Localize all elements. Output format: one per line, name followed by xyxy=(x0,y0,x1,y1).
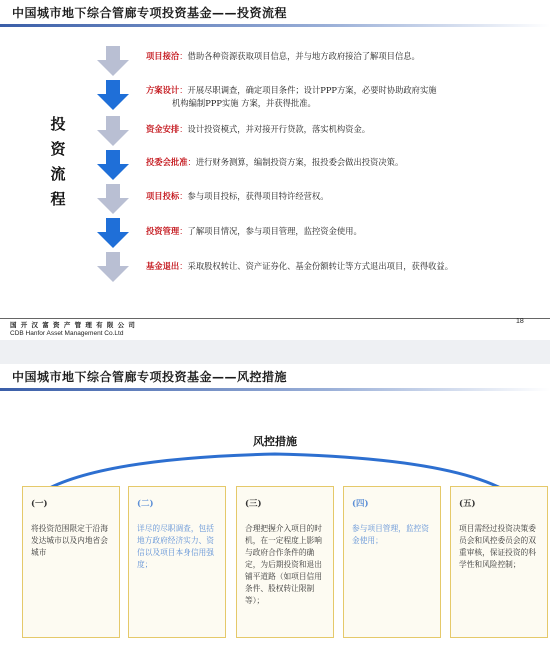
step-label: 资金安排 xyxy=(146,124,180,134)
title-underline xyxy=(0,388,550,391)
step-text: 采取股权转让、资产证券化、基金份额转让等方式退出项目，获得收益。 xyxy=(187,261,454,271)
step-text: 参与项目投标，获得项目特许经营权。 xyxy=(187,191,329,201)
slide-risk-control xyxy=(0,364,550,658)
slide-title: 中国城市地下综合管廊专项投资基金——投资流程 xyxy=(12,6,288,20)
measure-box-1 xyxy=(22,486,120,638)
side-title xyxy=(48,112,68,212)
title-underline xyxy=(0,24,550,27)
down-arrow-icon xyxy=(96,184,130,214)
step-investment-management: 投资管理：了解项目情况，参与项目管理，监控资金使用。 xyxy=(146,226,362,236)
measure-text: 将投资范围限定于沿海发达城市以及内地省会城市 xyxy=(31,524,108,557)
step-plan-design: 方案设计：开展尽职调查，确定项目条件；设计PPP方案，必要时协助政府实施 机构编制PPP实施 方案，并获得批准。 xyxy=(146,85,437,108)
page-number: 18 xyxy=(516,318,524,325)
footer-company-en: CDB Hanfor Asset Management Co.Ltd xyxy=(10,330,124,337)
down-arrow-icon xyxy=(96,252,130,282)
step-fund-exit: 基金退出：采取股权转让、资产证券化、基金份额转让等方式退出项目，获得收益。 xyxy=(146,261,454,271)
step-project-contact: 项目接洽：借助各种资源获取项目信息，并与地方政府接洽了解项目信息。 xyxy=(146,51,420,61)
step-label: 项目投标 xyxy=(146,191,180,201)
measure-text: 项目需经过投资决策委员会和风控委员会的双重审核，保证投资的科学性和风险控制； xyxy=(459,524,536,569)
down-arrow-icon xyxy=(96,150,130,180)
down-arrow-icon xyxy=(96,116,130,146)
step-text-line2: 机构编制PPP实施 方案，并获得批准。 xyxy=(172,98,316,108)
step-bidding: 项目投标：参与项目投标，获得项目特许经营权。 xyxy=(146,191,329,201)
step-text: 开展尽职调查，确定项目条件；设计PPP方案，必要时协助政府实施 xyxy=(187,85,437,95)
measure-number: (四) xyxy=(352,499,369,509)
down-arrow-icon xyxy=(96,218,130,248)
step-funding: 资金安排：设计投资模式，并对接开行贷款，落实机构资金。 xyxy=(146,124,371,134)
measure-number: (五) xyxy=(459,499,476,509)
footer-company-cn: 国 开 汉 富 资 产 管 理 有 限 公 司 xyxy=(10,321,136,329)
down-arrow-icon xyxy=(96,80,130,110)
measure-box-2 xyxy=(128,486,226,638)
step-text: 了解项目情况，参与项目管理，监控资金使用。 xyxy=(187,226,362,236)
step-label: 方案设计 xyxy=(146,85,180,95)
side-title-char: 投 xyxy=(50,115,66,133)
step-text: 借助各种资源获取项目信息，并与地方政府接洽了解项目信息。 xyxy=(187,51,420,61)
measure-number: (三) xyxy=(245,499,262,509)
step-committee-approval: 投委会批准：进行财务测算，编制投资方案，报投委会做出投资决策。 xyxy=(146,157,404,167)
slide-gap xyxy=(0,340,550,364)
slide-title: 中国城市地下综合管廊专项投资基金——风控措施 xyxy=(12,370,288,384)
section-heading: 风控措施 xyxy=(253,435,297,448)
step-label: 项目接洽 xyxy=(146,51,180,61)
footer-divider xyxy=(0,318,550,319)
measure-box-4 xyxy=(343,486,441,638)
step-text: 设计投资模式，并对接开行贷款，落实机构资金。 xyxy=(187,124,371,134)
side-title-char: 程 xyxy=(50,190,66,208)
step-label: 投委会批准 xyxy=(146,157,188,167)
measure-box-3 xyxy=(236,486,334,638)
side-title-char: 资 xyxy=(50,140,66,158)
measure-number: (二) xyxy=(137,499,154,509)
measure-text: 合理把握介入项目的时机，在一定程度上影响与政府合作条件的确定，为后期投资和退出铺平道路（如项目信用条件、股权转让限制等）； xyxy=(245,524,322,605)
step-label: 基金退出 xyxy=(146,261,180,271)
step-text: 进行财务测算，编制投资方案，报投委会做出投资决策。 xyxy=(195,157,404,167)
measure-box-5 xyxy=(450,486,548,638)
step-label: 投资管理 xyxy=(146,226,180,236)
measure-text: 参与项目管理，监控资金使用； xyxy=(352,524,429,545)
down-arrow-icon xyxy=(96,46,130,76)
measure-number: (一) xyxy=(31,499,48,509)
side-title-char: 流 xyxy=(50,165,66,183)
measure-text: 详尽的尽职调查，包括地方政府经济实力、资信以及项目本身信用强度； xyxy=(137,524,214,569)
